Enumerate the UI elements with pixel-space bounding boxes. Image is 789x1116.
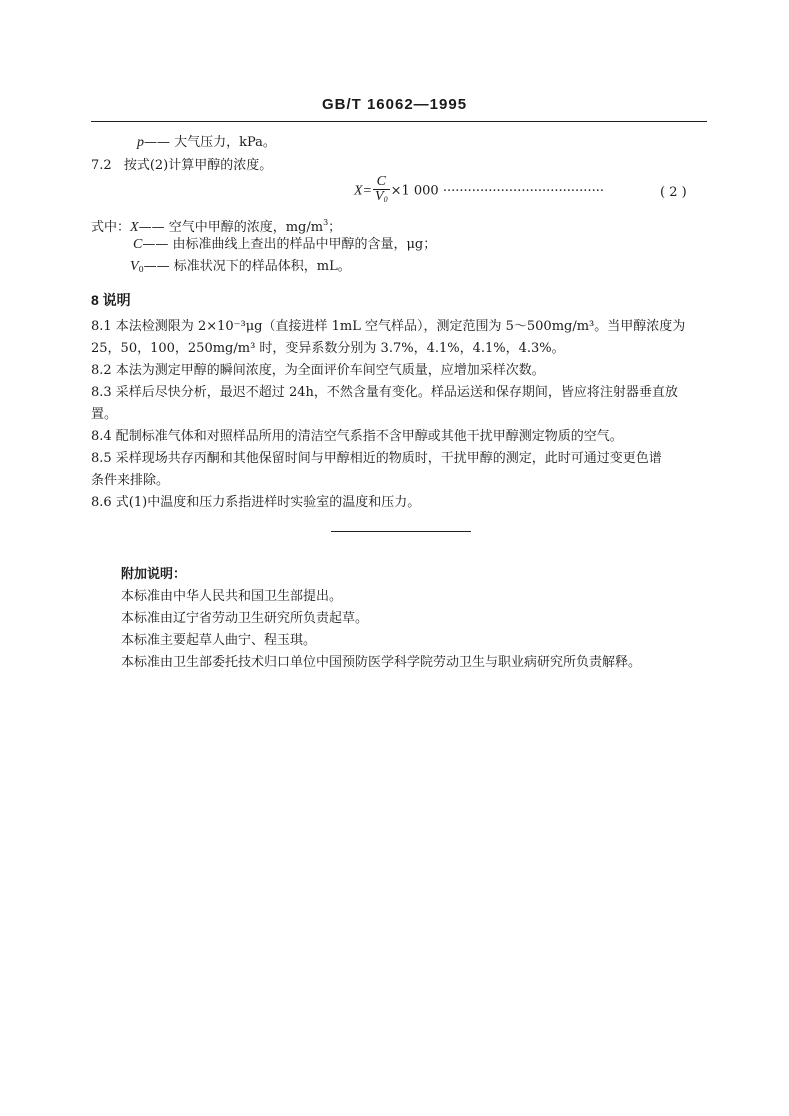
clause-7-2-text: 按式(2)计算甲醇的浓度。	[123, 158, 273, 173]
clause-8-1-line2: 25，50，100，250mg/m³ 时，变异系数分别为 3.7%，4.1%，4.1%，4.3%。	[91, 341, 565, 356]
clause-8-5-line1: 8.5 采样现场共存丙酮和其他保留时间与甲醇相近的物质时，干扰甲醇的测定，此时可通过变更色谱	[91, 451, 662, 466]
document-header: GB/T 16062—1995	[321, 96, 468, 113]
clause-8-1-line1: 8.1 本法检测限为 2×10⁻³μg（直接进样 1mL 空气样品），测定范围为 5～500mg/m³。当甲醇浓度为	[91, 319, 686, 334]
additional-line: 本标准由中华人民共和国卫生部提出。	[121, 589, 343, 604]
where-prefix: 式中：	[91, 220, 131, 235]
v-text: —— 标准状况下的样品体积，mL。	[143, 259, 351, 274]
additional-title: 附加说明：	[121, 567, 187, 582]
clause-7-2-number: 7.2	[91, 158, 112, 173]
x-end: ；	[328, 220, 342, 235]
clause-7-2	[91, 157, 272, 175]
formula-leader: ·······································	[442, 183, 604, 199]
where-v	[130, 258, 351, 279]
additional-line: 本标准由卫生部委托技术归口单位中国预防医学科学院劳动卫生与职业病研究所负责解释。	[121, 655, 642, 670]
v-sub: 0	[138, 265, 144, 274]
c-text: —— 由标准曲线上查出的样品中甲醇的含量，μg；	[142, 237, 437, 252]
formula-numerator: C	[373, 175, 390, 190]
p-definition	[137, 134, 276, 152]
where-x	[91, 214, 341, 237]
clause-8-4: 8.4 配制标准气体和对照样品所用的清洁空气系指不含甲醇或其他干扰甲醇测定物质的空气。	[91, 429, 623, 444]
x-symbol: X	[130, 220, 139, 235]
p-text: —— 大气压力，kPa。	[144, 135, 276, 150]
clause-8-5-line2: 条件来排除。	[91, 473, 170, 488]
additional-line: 本标准主要起草人曲宁、程玉琪。	[121, 633, 317, 648]
formula-number: ( 2 )	[660, 185, 687, 200]
clause-8-3-line1: 8.3 采样后尽快分析，最迟不超过 24h，不然含量有变化。样品运送和保存期间，皆应将注射器垂直放	[91, 385, 678, 400]
p-symbol: p	[137, 135, 144, 150]
formula-denominator: $V_0$	[375, 189, 388, 204]
additional-line: 本标准由辽宁省劳动卫生研究所负责起草。	[121, 611, 369, 626]
formula-2	[354, 175, 604, 207]
header-rule	[91, 121, 707, 122]
clause-8-6: 8.6 式(1)中温度和压力系指进样时实验室的温度和压力。	[91, 495, 421, 510]
clause-8-2: 8.2 本法为测定甲醇的瞬间浓度，为全面评价车间空气质量，应增加采样次数。	[91, 363, 545, 378]
x-sup: 3	[323, 218, 329, 227]
c-symbol: C	[133, 237, 143, 252]
v-symbol: V	[130, 259, 139, 274]
end-rule	[331, 531, 471, 532]
section-8-title: 8 说明	[91, 292, 131, 308]
x-text: —— 空气中甲醇的浓度，mg/m	[138, 220, 324, 235]
where-c	[133, 236, 436, 254]
formula-rhs: ×1 000	[390, 183, 439, 199]
formula-fraction	[373, 175, 390, 207]
formula-lhs: X=	[354, 183, 372, 199]
clause-8-3-line2: 置。	[91, 407, 118, 422]
